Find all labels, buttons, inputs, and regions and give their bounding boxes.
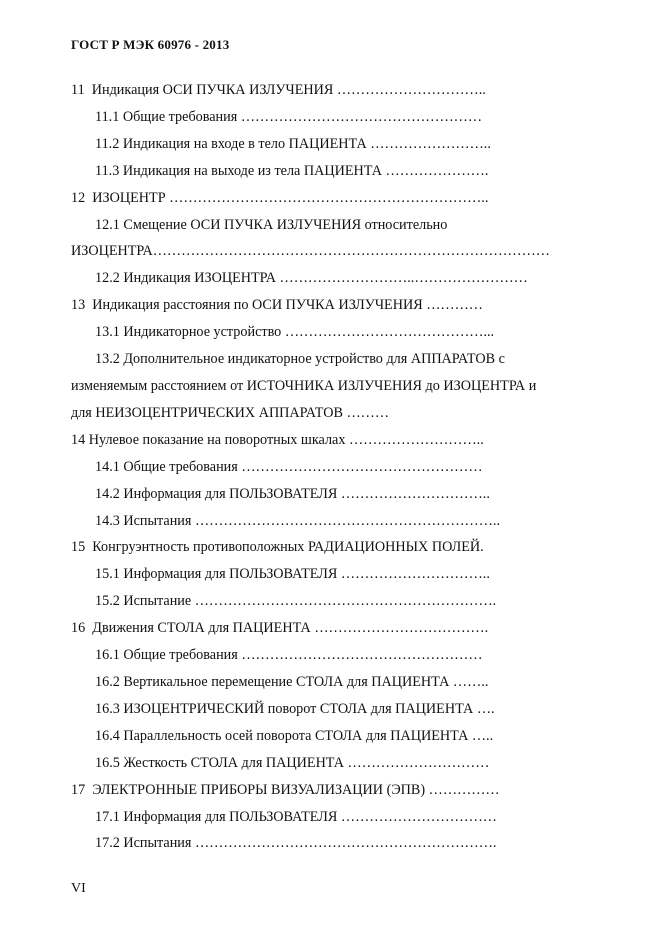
toc-entry-13-1: 13.1 Индикаторное устройство ……………………………………...	[95, 324, 495, 340]
toc-entry-11-1: 11.1 Общие требования ……………………………………………	[95, 109, 483, 125]
toc-entry-12-1-cont: ИЗОЦЕНТРА…………………………………………………………………………	[71, 243, 550, 259]
toc-entry-14: 14 Нулевое показание на поворотных шкалах ………………………..	[71, 432, 484, 448]
toc-entry-11: 11 Индикация ОСИ ПУЧКА ИЗЛУЧЕНИЯ …………………………..	[71, 82, 486, 98]
toc-entry-14-2: 14.2 Информация для ПОЛЬЗОВАТЕЛЯ …………………………..	[95, 486, 490, 502]
toc-entry-13-2-cont2: для НЕИЗОЦЕНТРИЧЕСКИХ АППАРАТОВ ………	[71, 405, 390, 421]
toc-entry-15-2: 15.2 Испытание ……………………………………………………….	[95, 593, 497, 609]
toc-entry-16-2: 16.2 Вертикальное перемещение СТОЛА для ПАЦИЕНТА ……..	[95, 674, 489, 690]
toc-entry-17-2: 17.2 Испытания ……………………………………………………….	[95, 835, 497, 851]
toc-entry-15: 15 Конгруэнтность противоположных РАДИАЦИОННЫХ ПОЛЕЙ.	[71, 539, 484, 555]
toc-entry-16-4: 16.4 Параллельность осей поворота СТОЛА для ПАЦИЕНТА …..	[95, 728, 494, 744]
toc-entry-11-2: 11.2 Индикация на входе в тело ПАЦИЕНТА ……………………..	[95, 136, 491, 152]
toc-entry-16-1: 16.1 Общие требования ……………………………………………	[95, 647, 483, 663]
toc-entry-14-3: 14.3 Испытания ………………………………………………………..	[95, 513, 501, 529]
toc-entry-12-2: 12.2 Индикация ИЗОЦЕНТРА ………………………..……………………	[95, 270, 528, 286]
toc-entry-11-3: 11.3 Индикация на выходе из тела ПАЦИЕНТА ………………….	[95, 163, 489, 179]
page-number: VI	[71, 881, 86, 896]
toc-entry-12-1: 12.1 Смещение ОСИ ПУЧКА ИЗЛУЧЕНИЯ относительно	[95, 217, 448, 233]
toc-entry-16-3: 16.3 ИЗОЦЕНТРИЧЕСКИЙ поворот СТОЛА для ПАЦИЕНТА ….	[95, 701, 495, 717]
toc-entry-15-1: 15.1 Информация для ПОЛЬЗОВАТЕЛЯ …………………………..	[95, 566, 490, 582]
toc-entry-13: 13 Индикация расстояния по ОСИ ПУЧКА ИЗЛУЧЕНИЯ …………	[71, 297, 483, 313]
toc-entry-13-2: 13.2 Дополнительное индикаторное устройство для АППАРАТОВ с	[95, 351, 505, 367]
toc-entry-13-2-cont: изменяемым расстоянием от ИСТОЧНИКА ИЗЛУЧЕНИЯ до ИЗОЦЕНТРА и	[71, 378, 537, 394]
toc-entry-12: 12 ИЗОЦЕНТР …………………………………………………………..	[71, 190, 489, 206]
document-header: ГОСТ Р МЭК 60976 - 2013	[71, 37, 230, 52]
toc-entry-14-1: 14.1 Общие требования ……………………………………………	[95, 459, 483, 475]
toc-entry-17-1: 17.1 Информация для ПОЛЬЗОВАТЕЛЯ ……………………………	[95, 809, 497, 825]
toc-entry-16: 16 Движения СТОЛА для ПАЦИЕНТА ……………………………….	[71, 620, 489, 636]
toc-entry-17: 17 ЭЛЕКТРОННЫЕ ПРИБОРЫ ВИЗУАЛИЗАЦИИ (ЭПВ) ……………	[71, 782, 500, 798]
toc-entry-16-5: 16.5 Жесткость СТОЛА для ПАЦИЕНТА …………………………	[95, 755, 490, 771]
